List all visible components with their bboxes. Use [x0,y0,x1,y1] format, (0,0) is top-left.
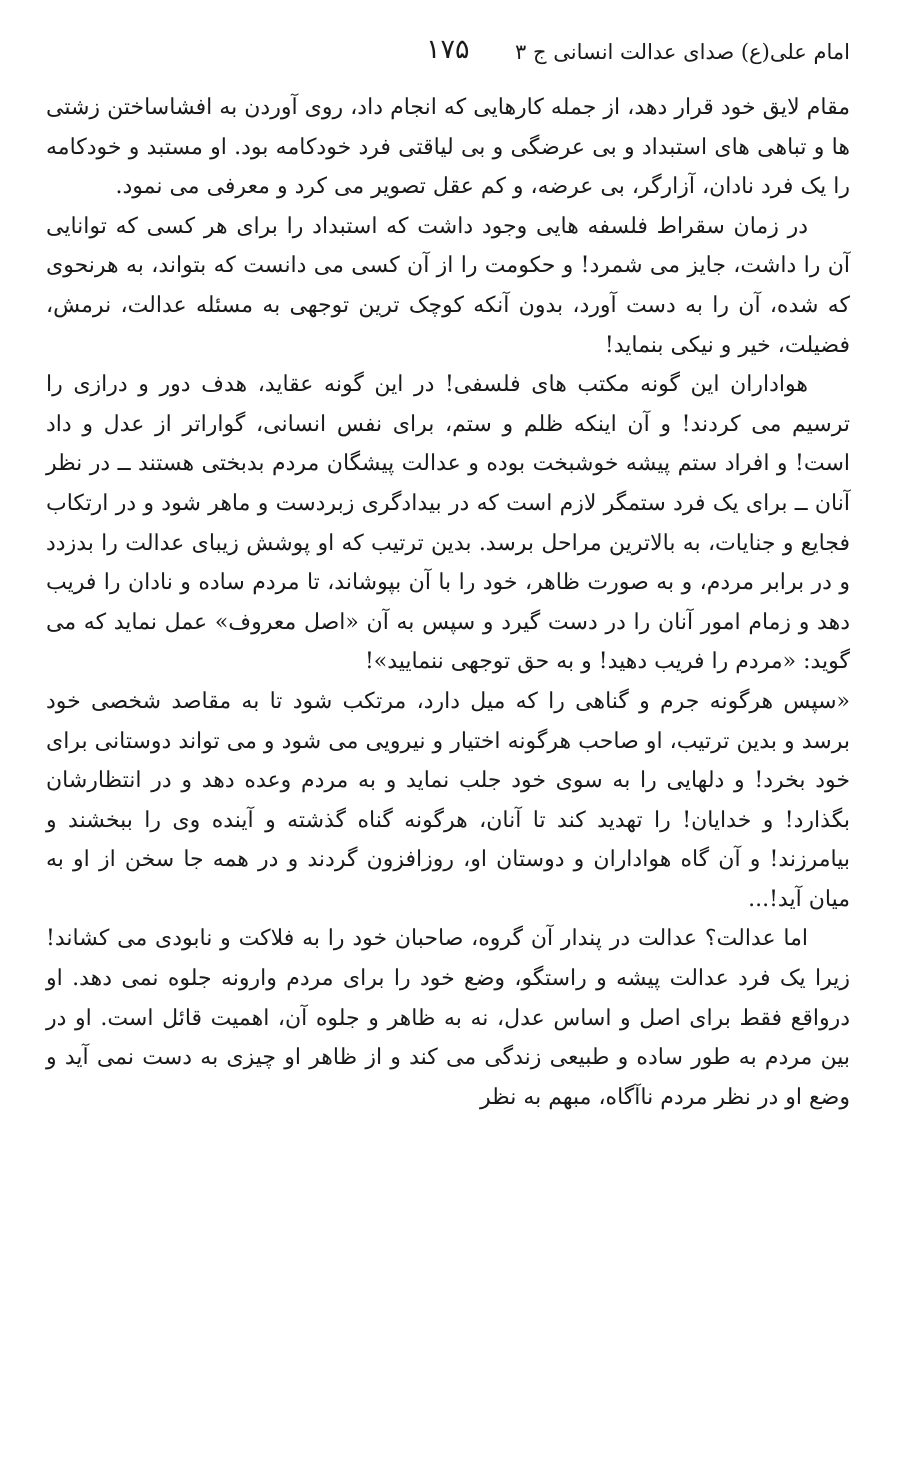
paragraph-supporters: هواداران این گونه مکتب های فلسفی! در این گونه عقاید، هدف دور و درازی را ترسیم می کردند! و آن اینکه ظلم و ستم، برای نفس انسانی، گواراتر از عدل و داد است! و افراد ستم پیشه خوشبخت بوده و عدالت پیشگان مردم بدبختی هستند ــ در نظر آنان ــ برای یک فرد ستمگر لازم است که در بیدادگری زبردست و ماهر شود و در ارتکاب فجایع و جنایات، به بالاترین مراحل برسد. بدین ترتیب که او پوشش زیبای عدالت را بدزدد و در برابر مردم، و به صورت ظاهر، خود را با آن بپوشاند، تا مردم ساده و نادان را فریب دهد و زمام امور آنان را در دست گیرد و سپس به آن «اصل معروف» عمل نماید که می گوید: «مردم را فریب دهید! و به حق توجهی ننمایید»! [46,372,850,675]
running-title: امام علی(ع) صدای عدالت انسانی ج ۳ [515,40,850,64]
paragraph-continuation: مقام لایق خود قرار دهد، از جمله کارهایی که انجام داد، روی آوردن به افشاساختن زشتی ها و تباهی های استبداد و بی عرضگی و بی لیاقتی فرد خودکامه بود. او مستبد و خودکامه را یک فرد نادان، آزارگر، بی عرضه، و کم عقل تصویر می کرد و معرفی می نمود. [46,95,850,200]
paragraph-socrates: در زمان سقراط فلسفه هایی وجود داشت که استبداد را برای هر کسی که توانایی آن را داشت، جایز می شمرد! و حکومت را از آن کسی می دانست که بتواند، به هرنحوی که شده، آن را به دست آورد، بدون آنکه کوچک ترین توجهی به مسئله عدالت، نرمش، فضیلت، خیر و نیکی بنماید! [46,213,850,358]
page-header [46,34,850,74]
page-number: ۱۷۵ [426,34,470,65]
paragraph-justice: اما عدالت؟ عدالت در پندار آن گروه، صاحبان خود را به فلاکت و نابودی می کشاند! زیرا یک فرد عدالت پیشه و راستگو، وضع خود را برای مردم وارونه جلوه نمی دهد. او درواقع فقط برای اصل و اساس عدل، نه به ظاهر و جلوه آن، اهمیت قائل است. او در بین مردم به طور ساده و طبیعی زندگی می کند و از ظاهر او چیزی به دست نمی آید و وضع او در نظر مردم ناآگاه، مبهم به نظر [46,926,850,1110]
paragraph-quote: «سپس هرگونه جرم و گناهی را که میل دارد، مرتکب شود تا به مقاصد شخصی خود برسد و بدین ترتیب، او صاحب هرگونه اختیار و نیرویی می شود و می تواند دوستانی برای خود بخرد! و دلهایی را به سوی خود جلب نماید و به مردم وعده دهد و در انتظارشان بگذارد! و خدایان! را تهدید کند تا آنان، هرگونه گناه گذشته و آینده وی را ببخشند و بیامرزند! و آن گاه هواداران و دوستان او، روزافزون گردند و در همه جا سخن از او به میان آید!... [46,688,850,912]
body-text [46,88,850,1117]
